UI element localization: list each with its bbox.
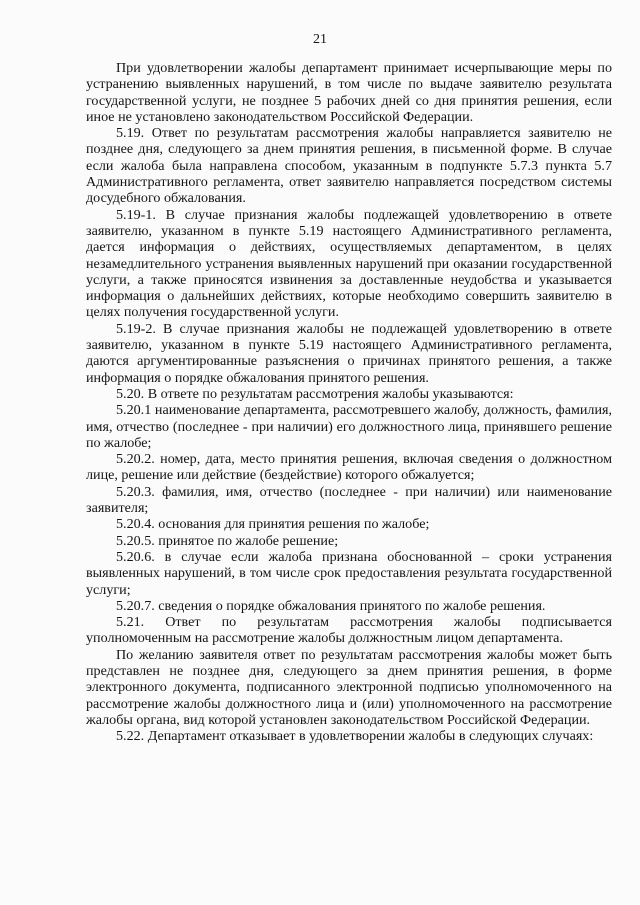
paragraph-remedy-measures: При удовлетворении жалобы департамент принимает исчерпывающие меры по устранению выявленных нарушений, в том числе по выдаче заявителю результата государственной услуги, не позднее 5 рабочих дней со дня принятия решения, если иное не установлено законодательством Российской Федерации. (86, 60, 612, 125)
paragraph-5-20-2: 5.20.2. номер, дата, место принятия решения, включая сведения о должностном лице, решение или действие (бездействие) которого обжалуется; (86, 451, 612, 484)
paragraph-5-22: 5.22. Департамент отказывает в удовлетворении жалобы в следующих случаях: (116, 728, 594, 745)
paragraph-5-20-7: 5.20.7. сведения о порядке обжалования принятого по жалобе решения. (116, 597, 546, 614)
paragraph-5-19: 5.19. Ответ по результатам рассмотрения жалобы направляется заявителю не позднее дня, следующего за днем принятия решения, в письменной форме. В случае если жалоба была направлена способом, указанным в подпункте 5.7.3 пункта 5.7 Административного регламента, ответ заявителю направляется посредством системы досудебного обжалования. (86, 125, 612, 207)
paragraph-5-19-1: 5.19-1. В случае признания жалобы подлежащей удовлетворению в ответе заявителю, указанном в пункте 5.19 настоящего Административного регламента, дается информация о действиях, осуществляемых департаментом, в целях незамедлительного устранения выявленных нарушений при оказании государственной услуги, а также приносятся извинения за доставленные неудобства и указывается информация о дальнейших действиях, которые необходимо совершить заявителю в целях получения государственной услуги. (86, 206, 612, 321)
paragraph-electronic-response: По желанию заявителя ответ по результатам рассмотрения жалобы может быть представлен не позднее дня, следующего за днем принятия решения, в форме электронного документа, подписанного электронной подписью уполномоченного на рассмотрение жалобы должностного лица и (или) уполномоченного на рассмотрение жалобы органа, вид которой установлен законодательством Российской Федерации. (86, 646, 612, 728)
document-body (86, 60, 612, 744)
paragraph-5-20-3: 5.20.3. фамилия, имя, отчество (последнее - при наличии) или наименование заявителя; (86, 483, 612, 517)
page-number: 21 (313, 32, 327, 47)
paragraph-5-21: 5.21. Ответ по результатам рассмотрения жалобы подписывается уполномоченным на рассмотрение жалобы должностным лицом департамента. (86, 614, 612, 647)
paragraph-5-20-5: 5.20.5. принятое по жалобе решение; (116, 532, 339, 549)
paragraph-5-20: 5.20. В ответе по результатам рассмотрения жалобы указываются: (116, 385, 514, 402)
paragraph-5-19-2: 5.19-2. В случае признания жалобы не подлежащей удовлетворению в ответе заявителю, указанном в пункте 5.19 настоящего Административного регламента, даются аргументированные разъяснения о причинах принятого решения, а также информация о порядке обжалования принятого решения. (86, 320, 612, 386)
paragraph-5-20-1: 5.20.1 наименование департамента, рассмотревшего жалобу, должность, фамилия, имя, отчество (последнее - при наличии) его должностного лица, принявшего решение по жалобе; (86, 402, 612, 451)
paragraph-5-20-4: 5.20.4. основания для принятия решения по жалобе; (116, 516, 430, 533)
paragraph-5-20-6: 5.20.6. в случае если жалоба признана обоснованной – сроки устранения выявленных нарушений, в том числе срок предоставления результата государственной услуги; (86, 548, 612, 598)
